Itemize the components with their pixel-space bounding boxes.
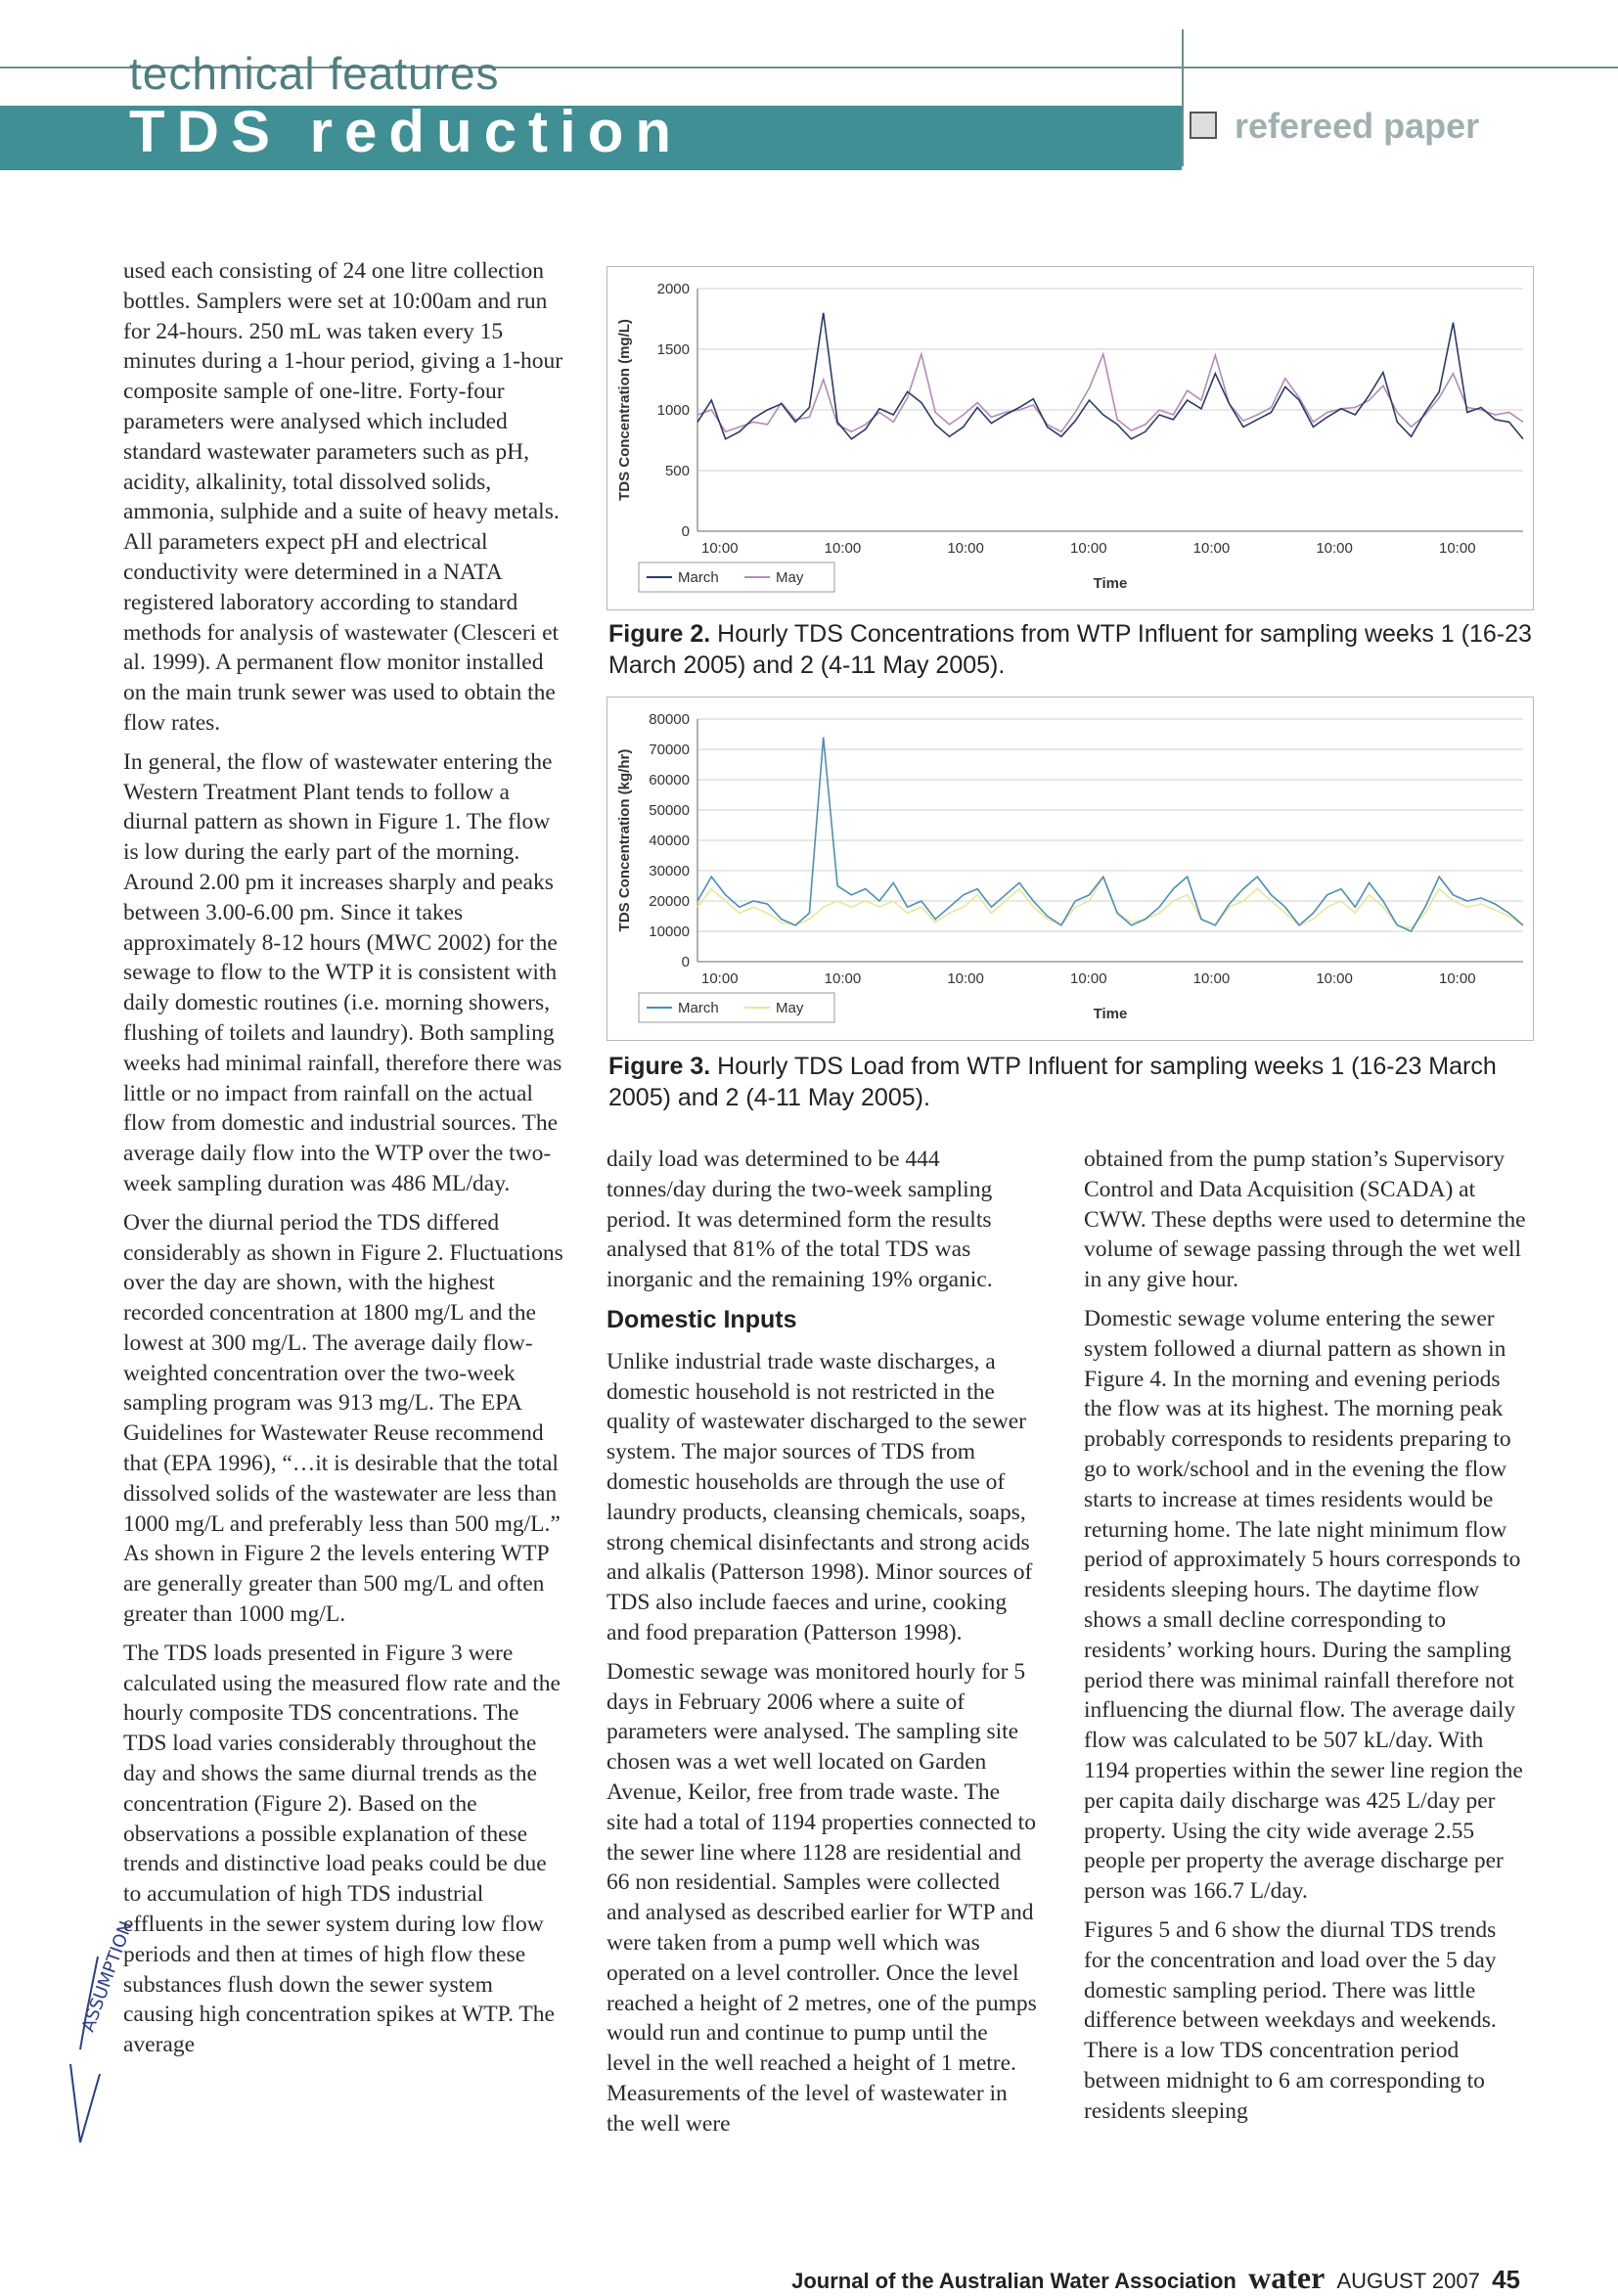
- figure-3-svg: [607, 698, 1533, 1040]
- x-axis-label: Time: [1093, 575, 1128, 592]
- x-tick-label: 10:00: [947, 970, 984, 987]
- y-tick-label: 20000: [649, 893, 690, 910]
- x-tick-label: 10:00: [1316, 970, 1353, 987]
- y-tick-label: 1000: [656, 402, 690, 419]
- y-axis-label: TDS Concentration (kg/hr): [616, 748, 633, 932]
- paragraph: Figures 5 and 6 show the diurnal TDS trends for the concentration and load over the 5 day domestic sampling period. There was little difference between weekdays and weekends. There is a low TDS concentration period between midnight to 6 am corresponding to residents sleeping: [1084, 1916, 1497, 2124]
- page-footer: [791, 2260, 1520, 2296]
- handwritten-annotation: [59, 1918, 137, 2152]
- y-tick-label: 50000: [649, 802, 690, 819]
- figure-3-chart: [607, 697, 1534, 1041]
- x-tick-label: 10:00: [1192, 970, 1231, 987]
- x-tick-label: 10:00: [824, 970, 862, 987]
- x-tick-label: 10:00: [824, 540, 862, 557]
- y-tick-label: 40000: [649, 833, 690, 849]
- figure-3-caption: [608, 1051, 1538, 1113]
- legend-label: May: [776, 1000, 804, 1016]
- paragraph: used each consisting of 24 one litre collection bottles. Samplers were set at 10:00am and run for 24-hours. 250 mL was taken every 15 minutes during a 1-hour period, giving a 1-hour composite sample of one-litre. Forty-four parameters were analysed which included standard wastewater parameters such as pH, acidity, alkalinity, total dissolved solids, ammonia, sulphide and a suite of heavy metals. All parameters expect pH and electrical conductivity were determined in a NATA registered laboratory according to standard methods for analysis of wastewater (Clesceri et al. 1999). A permanent flow monitor installed on the main trunk sewer was used to obtain the flow rates.: [123, 258, 563, 736]
- figure-3-label: Figure 3.: [608, 1053, 711, 1080]
- y-tick-label: 2000: [656, 281, 690, 297]
- paragraph: Domestic sewage volume entering the sewer system followed a diurnal pattern as shown in Figure 4. In the morning and evening periods the flow was at its highest. The morning peak probably corresponds to residents preparing to go to work/school and in the evening the flow starts to increase at times residents would be returning home. The late night minimum flow period of approximately 5 hours corresponds to residents sleeping hours. The daytime flow shows a small decline corresponding to residents’ working hours. During the sampling period there was minimal rainfall therefore not influencing the diurnal flow. The average daily flow was calculated to be 507 kL/day. With 1194 properties within the sewer line region the per capita daily discharge was 425 L/day per property. Using the city wide average 2.55 people per property the average discharge per person was 166.7 L/day.: [1084, 1305, 1523, 1905]
- section-label: refereed paper: [1235, 106, 1480, 146]
- column-3: [1084, 1145, 1526, 2136]
- x-tick-label: 10:00: [1192, 540, 1231, 557]
- journal-name: Journal of the Australian Water Association: [791, 2269, 1236, 2293]
- paragraph: obtained from the pump station’s Supervisory Control and Data Acquisition (SCADA) at CWW. These depths were used to determine the volume of sewage passing through the wet well in any give hour.: [1084, 1147, 1526, 1293]
- figure-2-chart: [607, 266, 1534, 610]
- series-line-may: [697, 877, 1523, 928]
- x-tick-label: 10:00: [1439, 970, 1476, 987]
- y-tick-label: 1500: [656, 341, 690, 358]
- legend-label: March: [678, 1000, 719, 1016]
- handwriting-text: ASSUMPTION: [77, 1918, 137, 2035]
- paragraph: daily load was determined to be 444 tonnes/day during the two-week sampling period. It was determined form the results analysed that 81% of the total TDS was inorganic and the remaining 19% organic.: [607, 1147, 993, 1293]
- x-tick-label: 10:00: [701, 540, 739, 557]
- y-tick-label: 60000: [649, 772, 690, 788]
- column-2: [607, 1145, 1037, 2148]
- legend-label: May: [776, 569, 804, 586]
- figure-2-text: Hourly TDS Concentrations from WTP Influent for sampling weeks 1 (16-23 March 2005) and 2 (4-11 May 2005).: [608, 620, 1532, 679]
- y-tick-label: 500: [664, 463, 690, 479]
- page-title: TDS reduction: [129, 99, 684, 164]
- refereed-icon: [1190, 112, 1217, 139]
- y-tick-label: 30000: [649, 863, 690, 879]
- y-tick-label: 10000: [649, 923, 690, 940]
- legend-label: March: [678, 569, 719, 586]
- x-tick-label: 10:00: [1070, 540, 1107, 557]
- y-tick-label: 70000: [649, 742, 690, 758]
- header-divider: [1182, 29, 1184, 166]
- y-tick-label: 80000: [649, 711, 690, 728]
- x-axis-label: Time: [1093, 1006, 1128, 1022]
- issue-date: AUGUST 2007: [1336, 2269, 1480, 2293]
- paragraph: In general, the flow of wastewater entering the Western Treatment Plant tends to follow a diurnal pattern as shown in Figure 1. The flow is low during the early part of the morning. Around 2.00 pm it increases sharply and peaks between 3.00-6.00 pm. Since it takes approximately 8-12 hours (MWC 2002) for the sewage to flow to the WTP it is consistent with daily domestic routines (i.e. morning showers, flushing of toilets and laundry). Both sampling weeks had minimal rainfall, therefore there was little or no impact from rainfall on the actual flow from domestic and industrial sources. The average daily flow into the WTP over the two-week sampling duration was 486 ML/day.: [123, 748, 562, 1196]
- page-number: 45: [1492, 2265, 1520, 2294]
- x-tick-label: 10:00: [947, 540, 984, 557]
- y-axis-label: TDS Concentration (mg/L): [616, 319, 633, 501]
- series-line-march: [697, 313, 1523, 439]
- x-tick-label: 10:00: [1070, 970, 1107, 987]
- figure-2-label: Figure 2.: [608, 620, 711, 648]
- x-tick-label: 10:00: [701, 970, 739, 987]
- y-tick-label: 0: [681, 523, 690, 540]
- paragraph: Unlike industrial trade waste discharges, a domestic household is not restricted in the quality of wastewater discharged to the sewer system. The major sources of TDS from domestic households are through the use of laundry products, cleansing chemicals, soaps, strong chemical disinfectants and strong acids and alkalis (Patterson 1998). Minor sources of TDS also include faeces and urine, cooking and food preparation (Patterson 1998).: [607, 1348, 1033, 1645]
- figure-2-svg: [607, 267, 1533, 609]
- section-heading: Domestic Inputs: [607, 1305, 797, 1333]
- paragraph: The TDS loads presented in Figure 3 were calculated using the measured flow rate and the hourly composite TDS concentrations. The TDS load varies considerably throughout the day and shows the same diurnal trends as the concentration (Figure 2). Based on the observations a possible explanation of these trends and distinctive load peaks could be due to accumulation of high TDS industrial effluents in the sewer system during low flow periods and then at times of high flow these substances flush down the sewer system causing high concentration spikes at WTP. The average: [123, 1640, 561, 2058]
- journal-brand: water: [1248, 2260, 1326, 2295]
- figure-3-text: Hourly TDS Load from WTP Influent for sampling weeks 1 (16-23 March 2005) and 2 (4-11 May 2005).: [608, 1053, 1497, 1111]
- series-line-march: [697, 738, 1523, 931]
- y-tick-label: 0: [681, 954, 690, 970]
- x-tick-label: 10:00: [1439, 540, 1476, 557]
- section-kicker: technical features: [129, 48, 500, 99]
- figure-2-caption: [608, 618, 1538, 681]
- paragraph: Domestic sewage was monitored hourly for 5 days in February 2006 where a suite of parameters were analysed. The sampling site chosen was a wet well located on Garden Avenue, Keilor, free from trade waste. The site had a total of 1194 properties connected to the sewer line where 1128 are residential and 66 non residential. Samples were collected and analysed as described earlier for WTP and were taken from a pump well which was operated on a level controller. Once the level reached a height of 2 metres, one of the pumps would run and continue to pump until the level in the well reached a height of 1 metre. Measurements of the level of wastewater in the well were: [607, 1658, 1037, 2137]
- paragraph: Over the diurnal period the TDS differed considerably as shown in Figure 2. Fluctuations over the day are shown, with the highest recorded concentration at 1800 mg/L and the lowest at 300 mg/L. The average daily flow-weighted concentration over the two-week sampling program was 913 mg/L. The EPA Guidelines for Wastewater Reuse recommend that (EPA 1996), “…it is desirable that the total dissolved solids of the wastewater are less than 1000 mg/L and preferably less than 500 mg/L.” As shown in Figure 2 the levels entering WTP are generally greater than 500 mg/L and often greater than 1000 mg/L.: [123, 1209, 563, 1628]
- x-tick-label: 10:00: [1316, 540, 1353, 557]
- column-1: [123, 256, 563, 2069]
- handwriting-mark: [59, 1918, 137, 2152]
